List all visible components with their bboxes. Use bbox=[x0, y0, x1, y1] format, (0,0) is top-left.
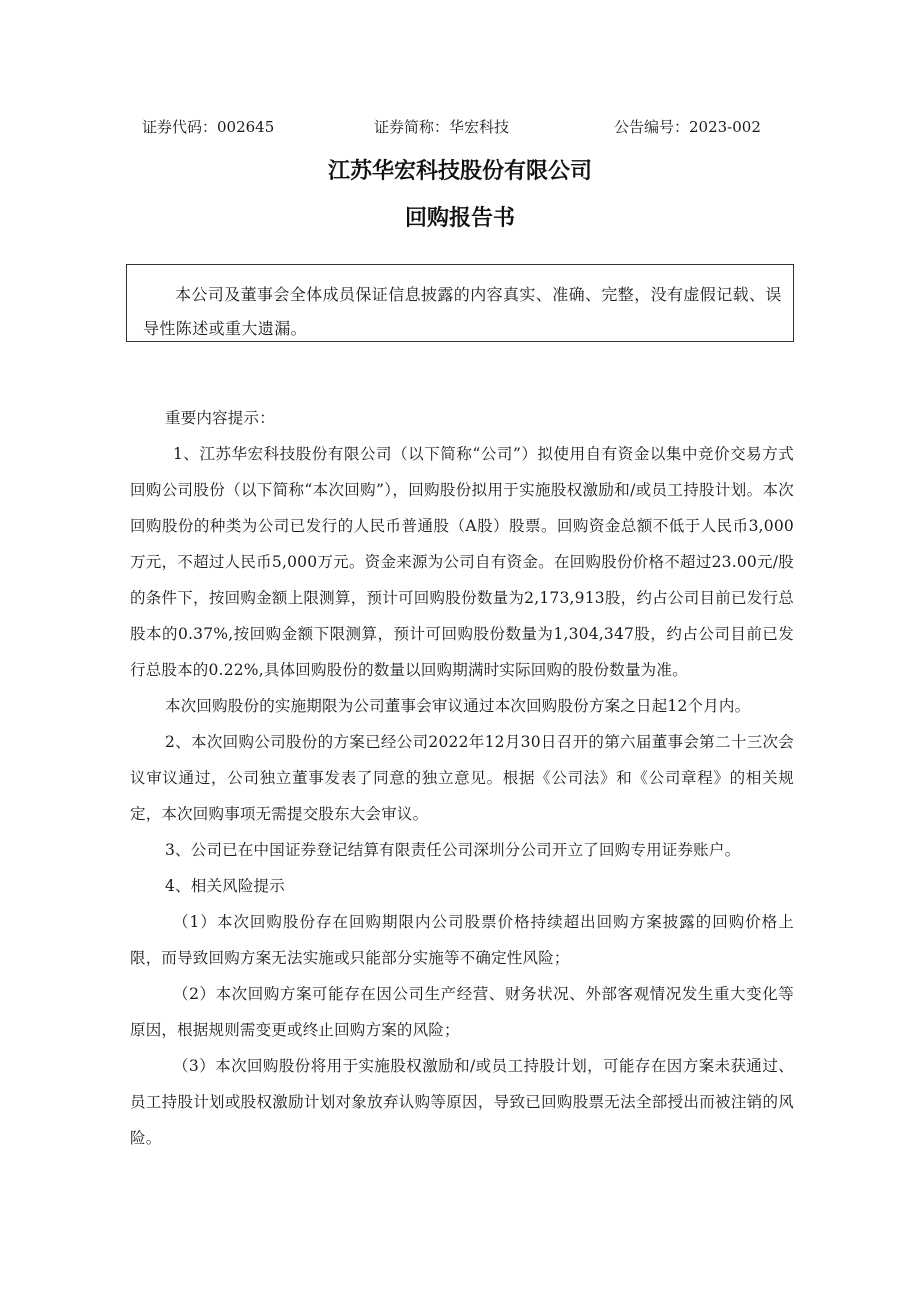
stock-abbreviation: 证券简称：华宏科技 bbox=[374, 118, 510, 136]
paragraph-risk-2: （2）本次回购方案可能存在因公司生产经营、财务状况、外部客观情况发生重大变化等原因，根据规则需变更或终止回购方案的风险； bbox=[130, 985, 794, 1039]
company-title: 江苏华宏科技股份有限公司 bbox=[327, 159, 592, 184]
stock-code: 证券代码：002645 bbox=[142, 118, 275, 136]
paragraph-risk-3: （3）本次回购股份将用于实施股权激励和/或员工持股计划，可能存在因方案未获通过、员工持股计划或股权激励计划对象放弃认购等原因，导致已回购股票无法全部授出而被注销的风险。 bbox=[130, 1057, 794, 1147]
paragraph-item-2: 2、本次回购公司股份的方案已经公司2022年12月30日召开的第六届董事会第二十三次会议审议通过，公司独立董事发表了同意的独立意见。根据《公司法》和《公司章程》的相关规定，本次回购事项无需提交股东大会审议。 bbox=[130, 733, 794, 823]
paragraph-item-3: 3、公司已在中国证券登记结算有限责任公司深圳分公司开立了回购专用证券账户。 bbox=[165, 841, 741, 859]
document-body bbox=[130, 400, 794, 1156]
paragraph-item-4: 4、相关风险提示 bbox=[165, 877, 285, 895]
report-title: 回购报告书 bbox=[404, 206, 515, 231]
document-header bbox=[142, 116, 782, 138]
paragraph-risk-1: （1）本次回购股份存在回购期限内公司股票价格持续超出回购方案披露的回购价格上限，而导致回购方案无法实施或只能部分实施等不确定性风险； bbox=[130, 913, 794, 967]
paragraph-implementation-period: 本次回购股份的实施期限为公司董事会审议通过本次回购股份方案之日起12个月内。 bbox=[165, 697, 751, 715]
disclosure-notice-box: 本公司及董事会全体成员保证信息披露的内容真实、准确、完整，没有虚假记载、误导性陈述或重大遗漏。 bbox=[126, 264, 794, 342]
section-heading: 重要内容提示： bbox=[165, 409, 275, 427]
announcement-number: 公告编号：2023-002 bbox=[614, 118, 761, 136]
paragraph-item-1: 1、江苏华宏科技股份有限公司（以下简称“公司”）拟使用自有资金以集中竞价交易方式回购公司股份（以下简称“本次回购”），回购股份拟用于实施股权激励和/或员工持股计划。本次回购股份的种类为公司已发行的人民币普通股（A股）股票。回购资金总额不低于人民币3,000万元，不超过人民币5,000万元。资金来源为公司自有资金。在回购股份价格不超过23.00元/股的条件下，按回购金额上限测算，预计可回购股份数量为2,173,913股，约占公司目前已发行总股本的0.37%,按回购金额下限测算，预计可回购股份数量为1,304,347股，约占公司目前已发行总股本的0.22%,具体回购股份的数量以回购期满时实际回购的股份数量为准。 bbox=[130, 445, 794, 679]
